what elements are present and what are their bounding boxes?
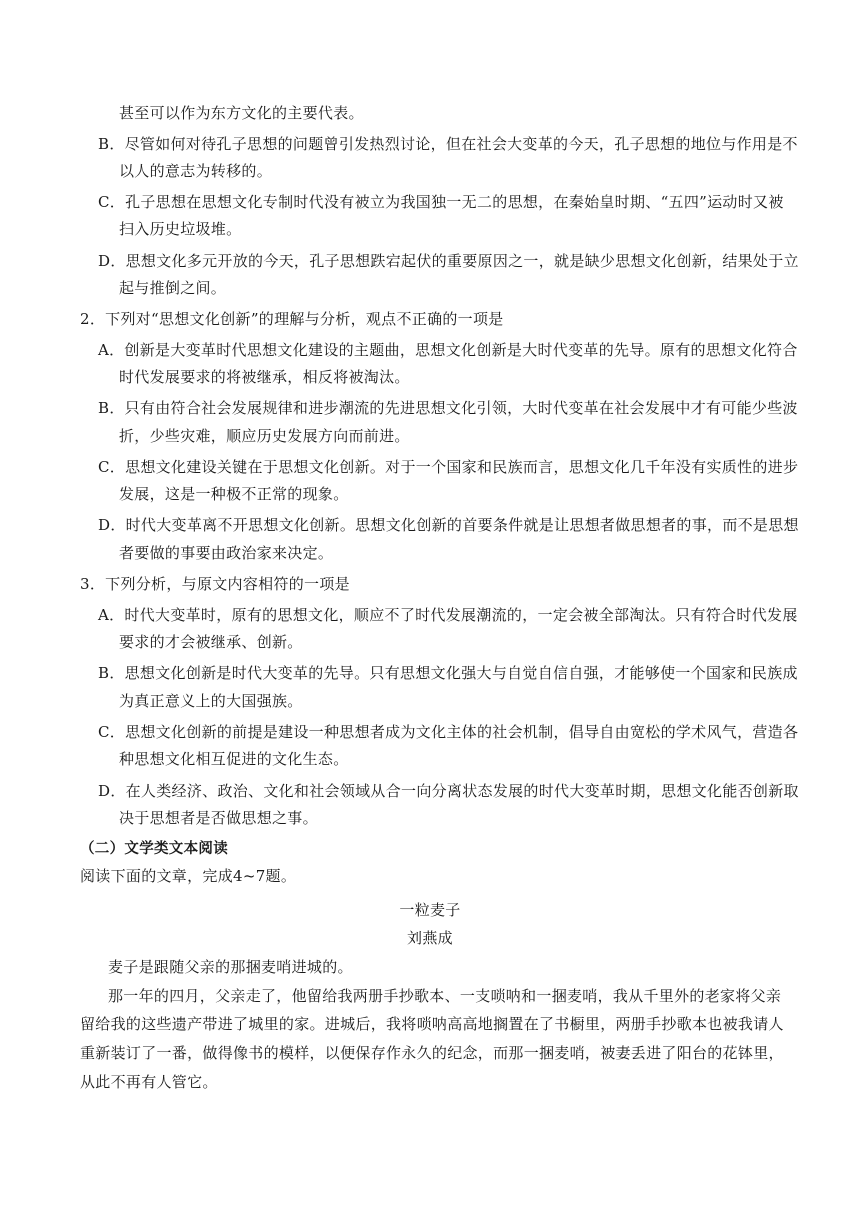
q3-stem: 3．下列分析，与原文内容相符的一项是 (80, 575, 350, 593)
paragraph-2-line-2: 留给我的这些遗产带进了城里的家。进城后，我将唢呐高高地搁置在了书橱里，两册手抄歌本也被我请人 (80, 1015, 784, 1033)
q2-option-d-continuation: 者要做的事要由政治家来决定。 (119, 544, 334, 562)
article-author: 刘燕成 (407, 929, 453, 947)
q3-option-a: A．时代大变革时，原有的思想文化，顺应不了时代发展潮流的，一定会被全部淘汰。只有符合时代发展 (98, 606, 798, 624)
section-heading: （二）文学类文本阅读 (80, 841, 228, 857)
paragraph-1: 麦子是跟随父亲的那捆麦哨进城的。 (108, 958, 353, 976)
paragraph-2-line-4: 从此不再有人管它。 (80, 1073, 218, 1091)
q1-option-a-continuation: 甚至可以作为东方文化的主要代表。 (119, 104, 364, 122)
q2-option-a: A．创新是大变革时代思想文化建设的主题曲，思想文化创新是大时代变革的先导。原有的思想文化符合 (98, 341, 798, 359)
q3-option-c: C．思想文化创新的前提是建设一种思想者成为文化主体的社会机制，倡导自由宽松的学术风气，营造各 (98, 723, 799, 741)
q2-option-b: B．只有由符合社会发展规律和进步潮流的先进思想文化引领，大时代变革在社会发展中才有可能少些波 (98, 399, 798, 417)
q2-option-b-continuation: 折，少些灾难，顺应历史发展方向而前进。 (119, 427, 410, 445)
q2-stem: 2．下列对“思想文化创新”的理解与分析，观点不正确的一项是 (80, 310, 504, 328)
q3-option-d-continuation: 决于思想者是否做思想之事。 (119, 809, 318, 827)
q2-option-c: C．思想文化建设关键在于思想文化创新。对于一个国家和民族而言，思想文化几千年没有实质性的进步 (98, 458, 799, 476)
reading-instruction: 阅读下面的文章，完成4~7题。 (80, 867, 297, 885)
q2-option-d: D．时代大变革离不开思想文化创新。思想文化创新的首要条件就是让思想者做思想者的事，而不是思想 (98, 516, 799, 534)
q3-option-b: B．思想文化创新是时代大变革的先导。只有思想文化强大与自觉自信自强，才能够使一个国家和民族成 (98, 664, 798, 682)
q3-option-c-continuation: 种思想文化相互促进的文化生态。 (119, 750, 349, 768)
q2-option-c-continuation: 发展，这是一种极不正常的现象。 (119, 485, 349, 503)
q1-option-b: B．尽管如何对待孔子思想的问题曾引发热烈讨论，但在社会大变革的今天，孔子思想的地位与作用是不 (98, 135, 798, 153)
paragraph-2-line-3: 重新装订了一番，做得像书的模样，以便保存作永久的纪念，而那一捆麦哨，被妻丢进了阳台的花钵里， (80, 1044, 784, 1062)
q3-option-b-continuation: 为真正意义上的大国强族。 (119, 692, 303, 710)
q1-option-c-continuation: 扫入历史垃圾堆。 (119, 220, 242, 238)
article-title: 一粒麦子 (399, 901, 461, 919)
q1-option-b-continuation: 以人的意志为转移的。 (119, 162, 273, 180)
paragraph-2-line-1: 那一年的四月，父亲走了，他留给我两册手抄歌本、一支唢呐和一捆麦哨，我从千里外的老家将父亲 (108, 987, 782, 1005)
q2-option-a-continuation: 时代发展要求的将被继承，相反将被淘汰。 (119, 368, 410, 386)
q1-option-d: D．思想文化多元开放的今天，孔子思想跌宕起伏的重要原因之一，就是缺少思想文化创新，结果处于立 (98, 252, 799, 270)
q3-option-d: D．在人类经济、政治、文化和社会领域从合一向分离状态发展的时代大变革时期，思想文化能否创新取 (98, 782, 799, 800)
q1-option-c: C．孔子思想在思想文化专制时代没有被立为我国独一无二的思想，在秦始皇时期、“五四”运动时又被 (98, 193, 784, 211)
q1-option-d-continuation: 起与推倒之间。 (119, 279, 227, 297)
q3-option-a-continuation: 要求的才会被继承、创新。 (119, 633, 303, 651)
